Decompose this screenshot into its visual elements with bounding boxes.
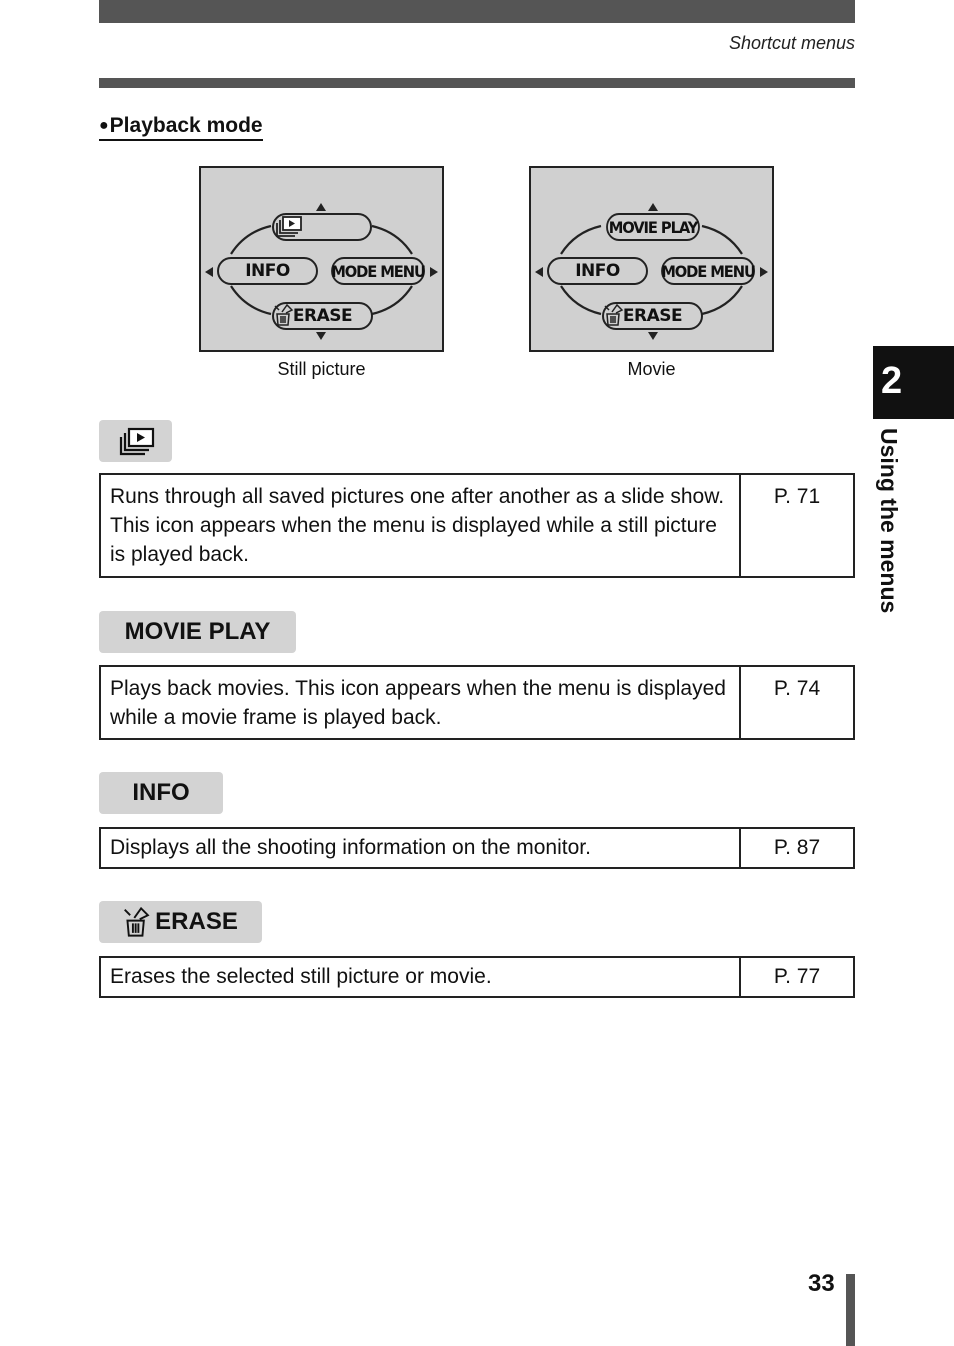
bullet-icon: ● [99,117,109,134]
info-pill: INFO [547,257,648,285]
erase-tab [99,901,262,943]
header-title: Shortcut menus [728,33,855,53]
trash-icon [123,907,151,937]
movie-play-description: Plays back movies. This icon appears when the menu is displayed while a movie frame is played back. [101,667,741,738]
arrow-down-icon [316,332,326,340]
info-pill: INFO [217,257,318,285]
movie-play-row [99,665,855,740]
movie-screen [529,166,774,352]
header-rule [99,78,855,88]
info-page-ref: P. 87 [773,836,821,859]
slideshow-icon [274,215,304,237]
chapter-label-text: Using the menus [876,428,902,614]
top-bar [99,0,855,23]
section-heading [99,114,263,141]
arrow-right-icon [430,267,438,277]
slideshow-tab [99,420,172,462]
erase-pill [272,302,373,330]
erase-pill [602,302,703,330]
mode-menu-pill: MODE MENU [661,257,755,285]
chapter-tab: 2 [873,346,954,419]
arrow-left-icon [535,267,543,277]
slideshow-row [99,473,855,578]
erase-page-ref: P. 77 [773,965,821,988]
slideshow-page-ref: P. 71 [773,485,821,508]
arrow-left-icon [205,267,213,277]
arrow-right-icon [760,267,768,277]
slideshow-icon [116,426,156,456]
movie-play-page-ref: P. 74 [773,677,821,700]
section-heading-text: Playback mode [109,114,263,137]
erase-pill-label: ERASE [622,306,683,326]
still-picture-screen [199,166,444,352]
page-bar [846,1274,855,1346]
erase-description: Erases the selected still picture or movie. [101,958,741,996]
info-description: Displays all the shooting information on the monitor. [101,829,741,867]
still-picture-caption: Still picture [277,359,366,379]
erase-pill-label: ERASE [292,306,353,326]
slideshow-description: Runs through all saved pictures one after another as a slide show. This icon appears when the menu is displayed while a still picture is played back. [101,475,741,576]
chapter-label [862,428,912,638]
erase-tab-label: ERASE [155,908,238,935]
mode-menu-pill: MODE MENU [331,257,425,285]
trash-icon [274,304,294,326]
arrow-up-icon [648,203,658,211]
movie-play-tab: MOVIE PLAY [99,611,296,653]
erase-row [99,956,855,998]
info-row [99,827,855,869]
info-tab: INFO [99,772,223,814]
arrow-up-icon [316,203,326,211]
slideshow-pill [272,213,372,241]
trash-icon [604,304,624,326]
page-number: 33 [808,1270,835,1297]
movie-caption: Movie [627,359,676,379]
movie-play-pill: MOVIE PLAY [606,213,700,241]
arrow-down-icon [648,332,658,340]
